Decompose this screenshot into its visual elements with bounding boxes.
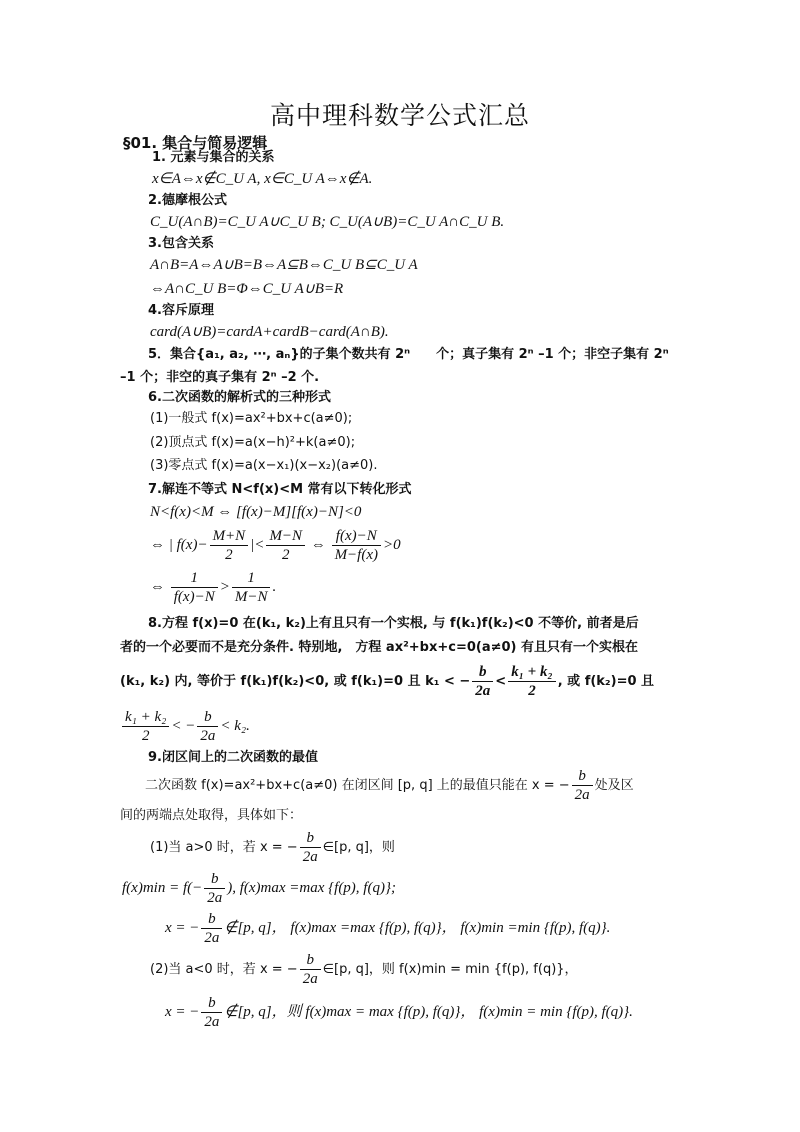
item-9-heading: 9.闭区间上的二次函数的最值 xyxy=(148,750,318,765)
item-9-case-1-formula: f(x)min = f(− $\frac{b}{2a}$ ), f(x)max =max {f(p), f(q)}; xyxy=(122,871,396,907)
fraction: $\frac{b}{2a}$ xyxy=(204,870,225,907)
item-9-case-2-otherwise: x = − $\frac{b}{2a}$ ∉[p, q]，则 f(x)max = max {f(p), f(q)}， f(x)min = min {f(p), f(q)}. xyxy=(165,995,633,1031)
item-1-formula: x∈A⇔x∉C_U A, x∈C_U A⇔x∉A. xyxy=(152,171,373,187)
item-8-line-3: (k₁, k₂) 内, 等价于 f(k₁)f(k₂)<0, 或 f(k₁)=0 且 k₁ < − $\frac{b}{2a}$ < $\frac{\text{k₁ + k₂}}{2}$ , 或 f(k₂)=0 且 xyxy=(120,664,655,699)
fraction: $\frac{b}{2a}$ xyxy=(572,767,593,804)
item-9-case-2: (2)当 a<0 时，若 x = − $\frac{b}{2a}$ ∈[p, q]，则 f(x)min = min {f(p), f(q)}， xyxy=(150,952,578,987)
item-5-line-1: 5．集合{a₁, a₂, ⋯, aₙ}的子集个数共有 2ⁿ 个；真子集有 2ⁿ –1 个；非空子集有 2ⁿ xyxy=(148,347,669,362)
item-6-general-form: (1)一般式 f(x)=ax²+bx+c(a≠0); xyxy=(150,411,353,426)
item-7-formula-1: N<f(x)<M ⇔ [f(x)−M][f(x)−N]<0 xyxy=(150,504,362,520)
fraction: $\frac{b}{2a}$ xyxy=(300,829,321,866)
fraction: $\frac{1}{f(x)-N}$ xyxy=(171,569,218,606)
item-7-heading: 7.解连不等式 N<f(x)<M 常有以下转化形式 xyxy=(148,482,412,497)
item-1-heading: 1. 元素与集合的关系 xyxy=(152,150,275,165)
item-7-formula-3: ⇔ $\frac{1}{f(x)-N}$ > $\frac{1}{M-N}$ . xyxy=(150,570,277,606)
item-9-line-1: 二次函数 f(x)=ax²+bx+c(a≠0) 在闭区间 [p, q] 上的最值只能在 x = − $\frac{b}{2a}$ 处及区 xyxy=(145,768,634,803)
fraction: $\frac{\text{k₁ + k₂}}{2}$ xyxy=(122,708,169,745)
item-4-formula: card(A∪B)=cardA+cardB−card(A∩B). xyxy=(150,324,389,340)
item-3-formula-1: A∩B=A⇔A∪B=B⇔A⊆B⇔C_U B⊆C_U A xyxy=(150,257,418,273)
fraction: $\frac{b}{2a}$ xyxy=(300,951,321,988)
fraction: $\frac{\text{k₁ + k₂}}{2}$ xyxy=(508,663,556,700)
item-9-case-1: (1)当 a>0 时，若 x = − $\frac{b}{2a}$ ∈[p, q]，则 xyxy=(150,830,395,865)
item-8-line-2: 者的一个必要而不是充分条件. 特别地, 方程 ax²+bx+c=0(a≠0) 有且只有一个实根在 xyxy=(120,640,639,655)
item-7-f2-prefix: ⇔ | f(x)− xyxy=(150,537,208,553)
item-2-heading: 2.德摩根公式 xyxy=(148,193,227,208)
item-3-heading: 3.包含关系 xyxy=(148,236,214,251)
fraction: $\frac{f(x)-N}{M-f(x)}$ xyxy=(332,527,381,564)
item-4-heading: 4.容斥原理 xyxy=(148,303,214,318)
fraction: $\frac{b}{2a}$ xyxy=(201,994,222,1031)
item-7-formula-2: ⇔ | f(x)− $\frac{M+N}{2}$ |< $\frac{M-N}{2}$ ⇔ $\frac{f(x)-N}{M-f(x)}$ >0 xyxy=(150,528,401,564)
item-2-formula: C_U(A∩B)=C_U A∪C_U B; C_U(A∪B)=C_U A∩C_U B. xyxy=(150,214,505,230)
page-title: 高中理科数学公式汇总 xyxy=(269,101,530,130)
item-9-case-1-otherwise: x = − $\frac{b}{2a}$ ∉[p, q]， f(x)max =max {f(p), f(q)}， f(x)min =min {f(p), f(q)}. xyxy=(165,911,611,947)
fraction: $\frac{1}{M-N}$ xyxy=(232,569,271,606)
item-6-heading: 6.二次函数的解析式的三种形式 xyxy=(148,390,331,405)
fraction: $\frac{b}{2a}$ xyxy=(197,708,218,745)
item-6-vertex-form: (2)顶点式 f(x)=a(x−h)²+k(a≠0); xyxy=(150,435,356,450)
fraction: $\frac{b}{2a}$ xyxy=(472,663,493,700)
item-9-line-2: 间的两端点处取得，具体如下： xyxy=(120,808,303,823)
fraction: $\frac{b}{2a}$ xyxy=(201,910,222,947)
item-5-line-2: –1 个；非空的真子集有 2ⁿ –2 个. xyxy=(120,370,320,385)
item-3-formula-2: ⇔A∩C_U B=Φ⇔C_U A∪B=R xyxy=(150,281,344,297)
fraction: $\frac{M-N}{2}$ xyxy=(266,527,305,564)
section-heading: §01. 集合与简易逻辑 xyxy=(123,134,268,152)
item-8-line-1: 8.方程 f(x)=0 在(k₁, k₂)上有且只有一个实根, 与 f(k₁)f(k₂)<0 不等价, 前者是后 xyxy=(148,616,639,631)
item-8-line-4: $\frac{\text{k₁ + k₂}}{2}$ < − $\frac{b}{2a}$ < k₂. xyxy=(120,706,250,746)
fraction: $\frac{M+N}{2}$ xyxy=(210,527,249,564)
item-6-zero-form: (3)零点式 f(x)=a(x−x₁)(x−x₂)(a≠0). xyxy=(150,458,378,473)
